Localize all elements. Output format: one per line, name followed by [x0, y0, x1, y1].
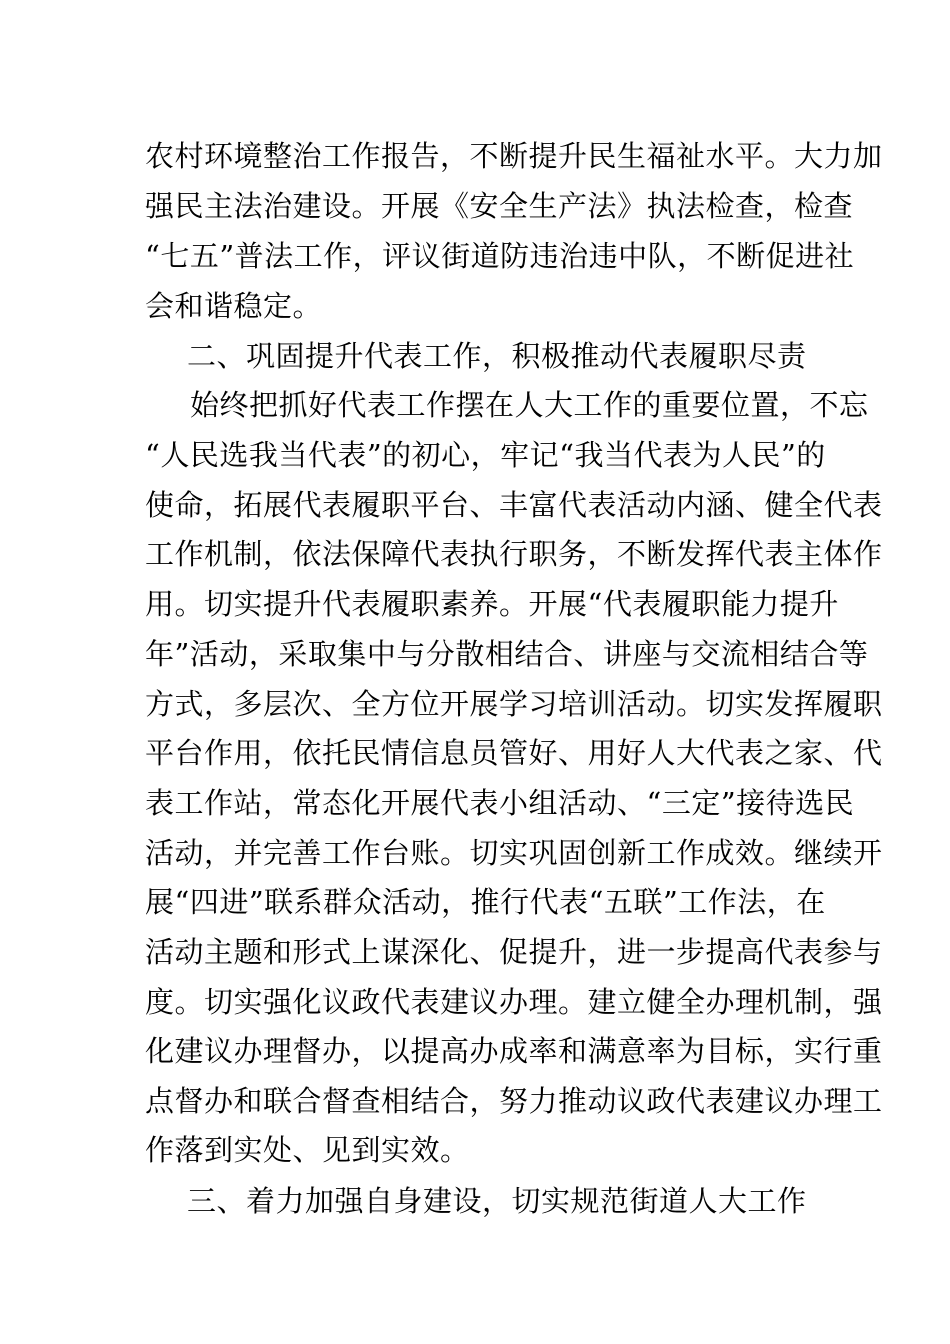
paragraph-line: 农村环境整治工作报告，不断提升民生福祉水平。大力加 [145, 139, 883, 173]
paragraph-line: 展“四进”联系群众活动，推行代表“五联”工作法，在 [145, 885, 826, 919]
paragraph-line: 度。切实强化议政代表建议办理。建立健全办理机制，强 [145, 985, 883, 1019]
section-heading-3: 三、着力加强自身建设，切实规范街道人大工作 [187, 1184, 807, 1218]
section-heading-2: 二、巩固提升代表工作，积极推动代表履职尽责 [187, 339, 807, 373]
paragraph-line: 工作机制，依法保障代表执行职务，不断发挥代表主体作 [145, 537, 883, 571]
paragraph-line: 年”活动，采取集中与分散相结合、讲座与交流相结合等 [145, 637, 869, 671]
paragraph-line: 活动，并完善工作台账。切实巩固创新工作成效。继续开 [145, 836, 883, 870]
paragraph-line: 化建议办理督办，以提高办成率和满意率为目标，实行重 [145, 1034, 883, 1068]
paragraph-line: 平台作用，依托民情信息员管好、用好人大代表之家、代 [145, 736, 883, 770]
paragraph-line: 始终把抓好代表工作摆在人大工作的重要位置，不忘 [190, 388, 869, 422]
paragraph-line: 会和谐稳定。 [145, 289, 323, 323]
paragraph-line: 作落到实处、见到实效。 [145, 1133, 470, 1167]
paragraph-line: 表工作站，常态化开展代表小组活动、“三定”接待选民 [145, 786, 855, 820]
paragraph-line: 用。切实提升代表履职素养。开展“代表履职能力提升 [145, 587, 839, 621]
paragraph-line: 使命，拓展代表履职平台、丰富代表活动内涵、健全代表 [145, 488, 883, 522]
paragraph-line: 活动主题和形式上谋深化、促提升，进一步提高代表参与 [145, 935, 883, 969]
paragraph-line: “人民选我当代表”的初心，牢记“我当代表为人民”的 [145, 438, 826, 472]
paragraph-line: “七五”普法工作，评议街道防违治违中队，不断促进社 [145, 239, 855, 273]
paragraph-line: 方式，多层次、全方位开展学习培训活动。切实发挥履职 [145, 687, 883, 721]
paragraph-line: 点督办和联合督查相结合，努力推动议政代表建议办理工 [145, 1084, 883, 1118]
paragraph-line: 强民主法治建设。开展《安全生产法》执法检查，检查 [145, 189, 854, 223]
